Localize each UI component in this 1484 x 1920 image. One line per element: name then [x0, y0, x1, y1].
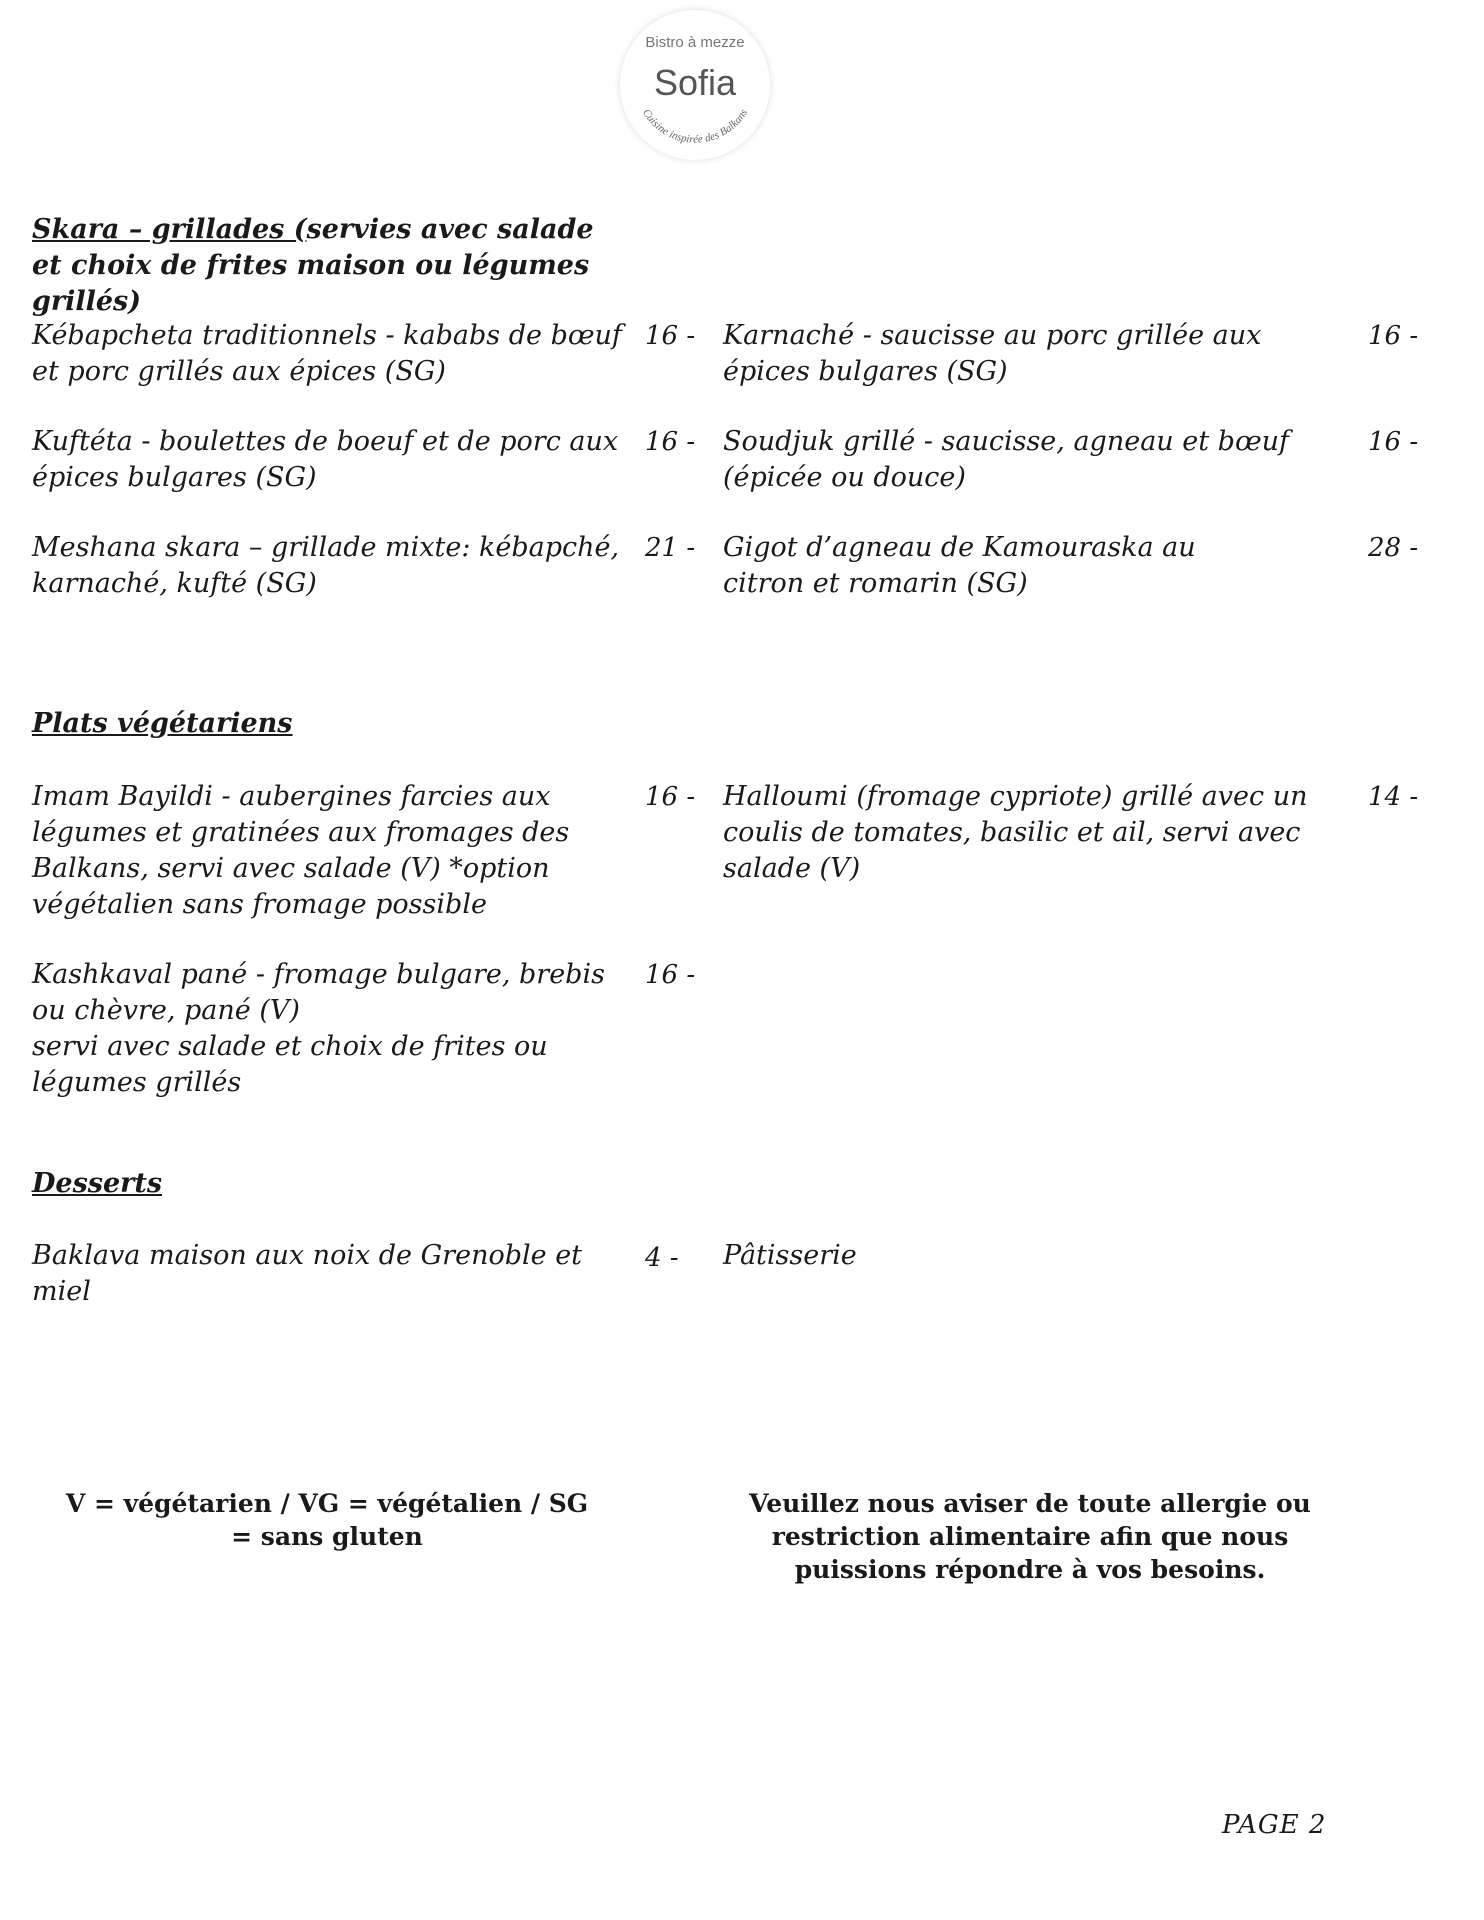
restaurant-logo	[620, 10, 770, 160]
page-number: PAGE 2	[1222, 1810, 1327, 1840]
logo-name: Sofia	[653, 62, 737, 103]
desserts-section-title	[32, 1166, 162, 1202]
menu-item-price: 16 -	[1368, 427, 1419, 457]
menu-item-name: Kébapcheta traditionnels - kababs de bœuf et porc grillés aux épices (SG)	[32, 320, 622, 387]
logo-tagline: Cuisine inspirée des Balkans	[639, 106, 751, 146]
menu-item-name: Kashkaval pané - fromage bulgare, brebis ou chèvre, pané (V)	[32, 959, 605, 1026]
menu-item-extra: servi avec salade et choix de frites ou légumes grillés	[32, 1031, 548, 1098]
menu-item-name: Baklava maison aux noix de Grenoble et miel	[32, 1240, 583, 1307]
menu-item-name: Karnaché - saucisse au porc grillée aux épices bulgares (SG)	[723, 320, 1262, 387]
vegetarian-section-title	[32, 706, 293, 742]
menu-item-price: 16 -	[645, 960, 696, 990]
menu-item-name: Meshana skara – grillade mixte: kébapché, karnaché, kufté (SG)	[32, 532, 620, 599]
menu-item-kebapcheta	[32, 318, 622, 390]
menu-item-name: Halloumi (fromage cypriote) grillé avec un coulis de tomates, basilic et ail, servi avec salade (V)	[723, 781, 1308, 884]
menu-item-name: Pâtisserie	[723, 1240, 857, 1271]
desserts-title: Desserts	[32, 1168, 163, 1199]
menu-item-price: 21 -	[645, 533, 696, 563]
menu-item-price: 16 -	[1368, 321, 1419, 351]
vegetarian-title: Plats végétariens	[32, 708, 293, 739]
menu-item-patisserie	[723, 1238, 1313, 1274]
menu-item-gigot-agneau	[723, 530, 1283, 602]
menu-item-soudjuk	[723, 424, 1343, 496]
menu-item-name: Imam Bayildi - aubergines farcies aux légumes et gratinées aux fromages des Balkans, servi avec salade (V) *option végétalien sans fromage possible	[32, 781, 570, 920]
allergy-notice: Veuillez nous aviser de toute allergie ou restriction alimentaire afin que nous puissions répondre à vos besoins.	[749, 1489, 1311, 1584]
menu-item-price: 16 -	[645, 427, 696, 457]
grills-section-title	[32, 212, 632, 320]
menu-item-karnache	[723, 318, 1323, 390]
menu-item-kufteta	[32, 424, 622, 496]
menu-item-price: 28 -	[1368, 533, 1419, 563]
menu-item-meshana-skara	[32, 530, 622, 602]
menu-item-kashkaval	[32, 957, 612, 1101]
menu-item-name: Soudjuk grillé - saucisse, agneau et bœuf (épicée ou douce)	[723, 426, 1290, 493]
menu-item-price: 14 -	[1368, 782, 1419, 812]
menu-item-halloumi	[723, 779, 1353, 887]
logo-top-text: Bistro à mezze	[645, 34, 745, 51]
menu-item-price: 16 -	[645, 782, 696, 812]
grills-title-rest: servies avec salade et choix de frites maison ou légumes grillés)	[32, 214, 594, 317]
dietary-legend: V = végétarien / VG = végétalien / SG = sans gluten	[65, 1489, 589, 1551]
menu-item-price: 4 -	[645, 1243, 679, 1273]
menu-item-price: 16 -	[645, 321, 696, 351]
grills-title-underlined: Skara – grillades (	[32, 214, 307, 245]
menu-item-imam-bayildi	[32, 779, 632, 923]
menu-item-baklava	[32, 1238, 622, 1310]
menu-item-name: Kuftéta - boulettes de boeuf et de porc aux épices bulgares (SG)	[32, 426, 619, 493]
menu-item-name: Gigot d’agneau de Kamouraska au citron et romarin (SG)	[723, 532, 1196, 599]
